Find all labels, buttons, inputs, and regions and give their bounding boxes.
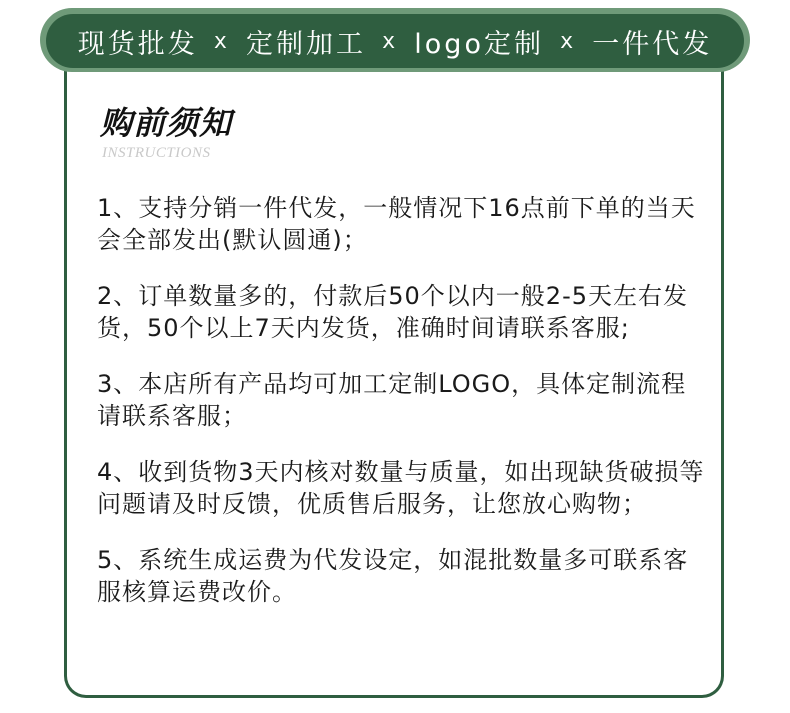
section-subtitle: INSTRUCTIONS — [102, 145, 211, 161]
header-banner — [46, 14, 744, 68]
banner-part-wholesale: 现货批发 — [77, 28, 198, 60]
banner-separator: x — [559, 28, 577, 54]
instruction-item-4: 4、收到货物3天内核对数量与质量，如出现缺货破损等问题请及时反馈，优质售后服务，让您放心购物； — [97, 458, 705, 518]
banner-separator: x — [382, 28, 399, 54]
banner-part-customization: 定制加工 — [246, 28, 367, 60]
section-title: 购前须知 — [100, 104, 233, 142]
instruction-item-5: 5、系统生成运费为代发设定，如混批数量多可联系客服核算运费改价。 — [97, 546, 689, 606]
banner-part-logo: logo定制 — [414, 28, 544, 60]
instruction-item-1: 1、支持分销一件代发，一般情况下16点前下单的当天会全部发出(默认圆通)； — [97, 194, 696, 254]
instruction-item-2: 2、订单数量多的，付款后50个以内一般2-5天左右发货，50个以上7天内发货，准确时间请联系客服; — [97, 282, 689, 342]
instructions-list — [97, 192, 707, 632]
instruction-item-3: 3、本店所有产品均可加工定制LOGO，具体定制流程请联系客服； — [97, 370, 687, 430]
banner-separator: x — [213, 28, 231, 54]
banner-part-dropship: 一件代发 — [592, 28, 713, 60]
